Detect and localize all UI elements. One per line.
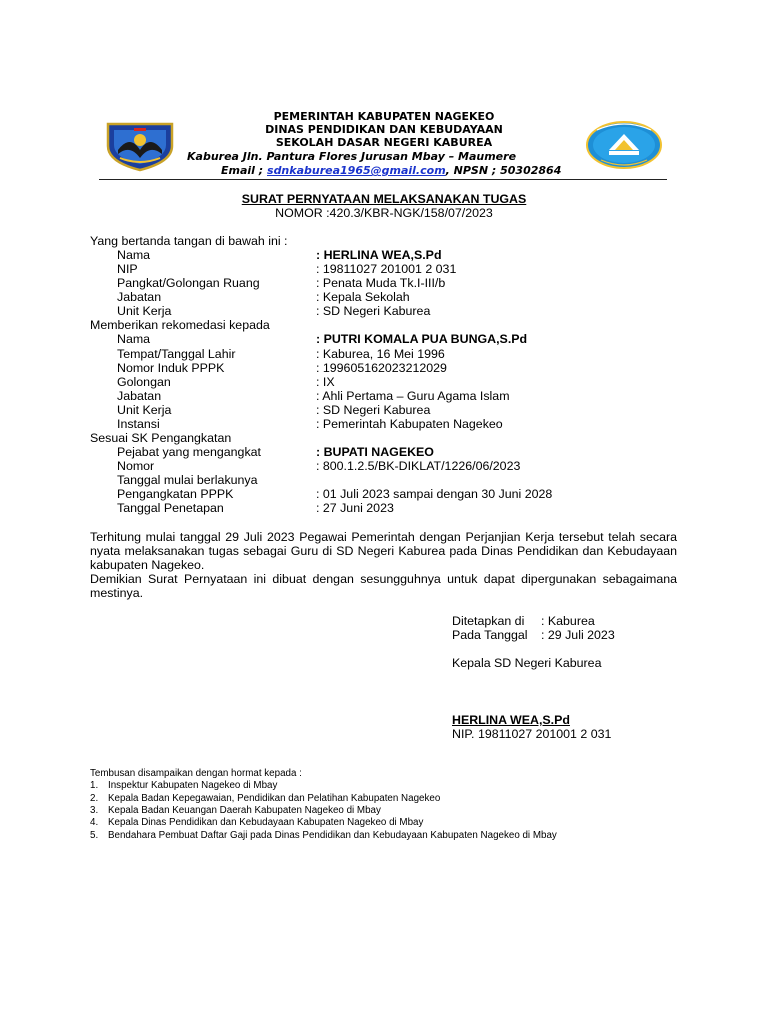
place-value: : Kaburea [541,614,595,628]
signer-value: : Kepala Sekolah [316,290,410,304]
letterhead-contact [221,164,561,177]
signer-label: Pangkat/Golongan Ruang [117,276,260,290]
sk-value: : 01 Juli 2023 sampai dengan 30 Juni 2028 [316,487,553,501]
place-label: Ditetapkan di [452,614,525,628]
statement-paragraph: Terhitung mulai tanggal 29 Juli 2023 Pegawai Pemerintah dengan Perjanjian Kerja tersebut telah secara nyata melaksanakan tugas sebagai Guru di SD Negeri Kaburea pada Dinas Pendidikan dan Kebudayaan kabupaten Nagekeo. [90,530,677,572]
document-number: NOMOR :420.3/KBR-NGK/158/07/2023 [275,206,493,220]
employee-value: : SD Negeri Kaburea [316,403,431,417]
date-label: Pada Tanggal [452,628,528,642]
sk-value: : 27 Juni 2023 [316,501,394,515]
employee-label: Tempat/Tanggal Lahir [117,347,236,361]
employee-label: Golongan [117,375,171,389]
signer-label: Jabatan [117,290,162,304]
cc-heading: Tembusan disampaikan dengan hormat kepada : [90,768,302,779]
cc-number: 4. [90,817,99,828]
cc-item: Inspektur Kabupaten Nagekeo di Mbay [108,780,278,791]
signer-value: : SD Negeri Kaburea [316,304,431,318]
date-value: : 29 Juli 2023 [541,628,615,642]
signer-position: Kepala SD Negeri Kaburea [452,656,602,670]
letterhead-divider [99,179,667,180]
document-title: SURAT PERNYATAAN MELAKSANAKAN TUGAS [241,192,527,206]
sk-value: : 800.1.2.5/BK-DIKLAT/1226/06/2023 [316,459,521,473]
employee-label: Unit Kerja [117,403,172,417]
sk-label: Tanggal Penetapan [117,501,224,515]
signer-nip: NIP. 19811027 201001 2 031 [452,727,612,741]
sk-label: Tanggal mulai berlakunya [117,473,258,487]
employee-label: Instansi [117,417,160,431]
sk-label: Pengangkatan PPPK [117,487,234,501]
sk-heading: Sesuai SK Pengangkatan [90,431,232,445]
intro-text: Yang bertanda tangan di bawah ini : [90,234,288,248]
letterhead-school: SEKOLAH DASAR NEGERI KABUREA [275,136,493,149]
cc-number: 5. [90,830,99,841]
employee-value: : IX [316,375,335,389]
signer-value: : 19811027 201001 2 031 [316,262,457,276]
cc-item: Kepala Dinas Pendidikan dan Kebudayaan Kabupaten Nagekeo di Mbay [108,817,424,828]
cc-number: 2. [90,793,99,804]
employee-label: Jabatan [117,389,162,403]
employee-value: : Ahli Pertama – Guru Agama Islam [316,389,510,403]
signer-label: Nama [117,248,151,262]
sk-value: : BUPATI NAGEKEO [316,445,434,459]
npsn-text: , NPSN ; 50302864 [445,164,562,177]
cc-number: 3. [90,805,99,816]
employee-value: : PUTRI KOMALA PUA BUNGA,S.Pd [316,332,528,346]
signer-label: NIP [117,262,138,276]
employee-label: Nama [117,332,151,346]
signer-value: : HERLINA WEA,S.Pd [316,248,442,262]
employee-label: Nomor Induk PPPK [117,361,225,375]
email-link[interactable]: sdnkaburea1965@gmail.com [267,164,446,177]
letterhead-government: PEMERINTAH KABUPATEN NAGEKEO [273,110,495,123]
recommend-heading: Memberikan rekomedasi kepada [90,318,270,332]
signer-value: : Penata Muda Tk.I-III/b [316,276,446,290]
email-prefix: Email ; [221,164,264,177]
closing-paragraph: Demikian Surat Pernyataan ini dibuat dengan sesungguhnya untuk dapat dipergunakan sebagaimana mestinya. [90,572,677,600]
signer-label: Unit Kerja [117,304,172,318]
cc-item: Kepala Badan Kepegawaian, Pendidikan dan Pelatihan Kabupaten Nagekeo [108,793,441,804]
cc-item: Kepala Badan Keuangan Daerah Kabupaten Nagekeo di Mbay [108,805,381,816]
employee-value: : Kaburea, 16 Mei 1996 [316,347,445,361]
cc-item: Bendahara Pembuat Daftar Gaji pada Dinas Pendidikan dan Kebudayaan Kabupaten Nagekeo di Mbay [108,830,557,841]
sk-label: Nomor [117,459,155,473]
employee-value: : Pemerintah Kabupaten Nagekeo [316,417,503,431]
cc-number: 1. [90,780,99,791]
letterhead-department: DINAS PENDIDIKAN DAN KEBUDAYAAN [265,123,503,136]
sk-label: Pejabat yang mengangkat [117,445,261,459]
letterhead-address: Kaburea Jln. Pantura Flores Jurusan Mbay – Maumere [187,150,517,163]
signer-name: HERLINA WEA,S.Pd [452,713,570,727]
employee-value: : 199605162023212029 [316,361,447,375]
